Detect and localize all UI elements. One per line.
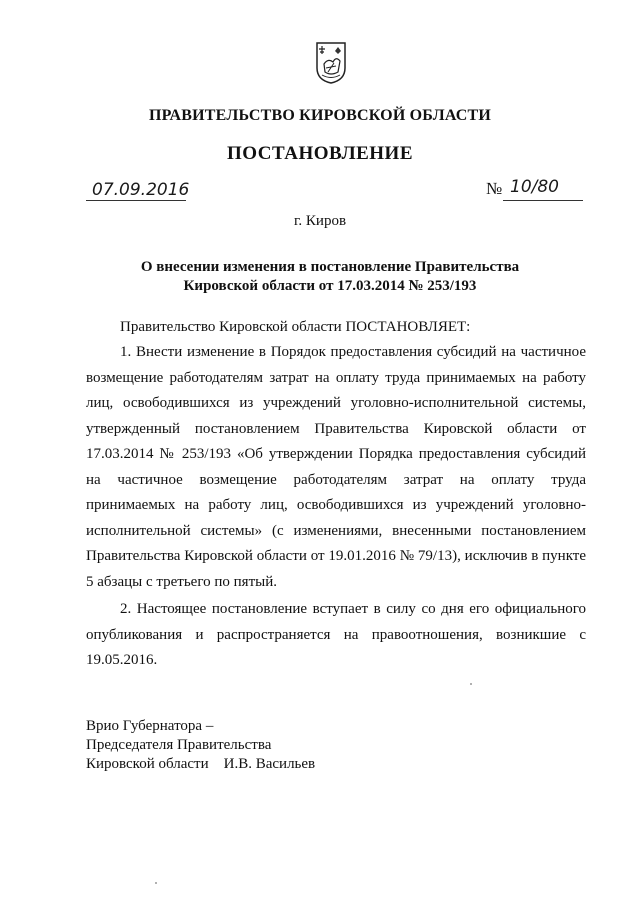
document-date: 07.09.2016	[92, 180, 190, 200]
date-underline	[86, 200, 186, 201]
number-underline	[503, 200, 583, 201]
coat-of-arms-icon	[316, 42, 346, 84]
title-line-2: Кировской области от 17.03.2014 № 253/193	[183, 278, 477, 294]
document-number: 10/80	[510, 177, 559, 197]
document-title	[100, 258, 560, 296]
document-type: ПОСТАНОВЛЕНИЕ	[226, 143, 414, 164]
signature-line-1: Врио Губернатора –	[86, 718, 214, 734]
preamble: Правительство Кировской области ПОСТАНОВЛЯЕТ:	[120, 319, 471, 335]
number-prefix: №	[486, 179, 503, 198]
signature-line-3: Кировской области И.В. Васильев	[86, 756, 316, 772]
signature-block	[86, 717, 315, 774]
title-line-1: О внесении изменения в постановление Правительства	[140, 259, 520, 275]
paragraph-2: 2. Настоящее постановление вступает в силу со дня его официального опубликования и распространяется на правоотношения, возникшие с 19.05.2016.	[86, 601, 586, 668]
scan-speck	[470, 683, 472, 685]
city: г. Киров	[293, 213, 347, 229]
signature-line-2: Председателя Правительства	[86, 737, 272, 753]
paragraph-1: 1. Внести изменение в Порядок предоставления субсидий на частичное возмещение работодателям затрат на оплату труда принимаемых на работу лиц, освободившихся из учреждений уголовно-исполнительной системы, утвержденный постановлением Правительства Кировской области от 17.03.2014 № 253/193 «Об утверждении Порядка предоставления субсидий на частичное возмещение работодателям затрат на оплату труда принимаемых на работу лиц, освободившихся из учреждений уголовно-исполнительной системы» (с изменениями, внесенными постановлением Правительства Кировской области от 19.01.2016 № 79/13), исключив в пункте 5 абзацы с третьего по пятый.	[86, 344, 586, 590]
scan-speck	[155, 882, 157, 884]
government-name: ПРАВИТЕЛЬСТВО КИРОВСКОЙ ОБЛАСТИ	[148, 107, 492, 124]
